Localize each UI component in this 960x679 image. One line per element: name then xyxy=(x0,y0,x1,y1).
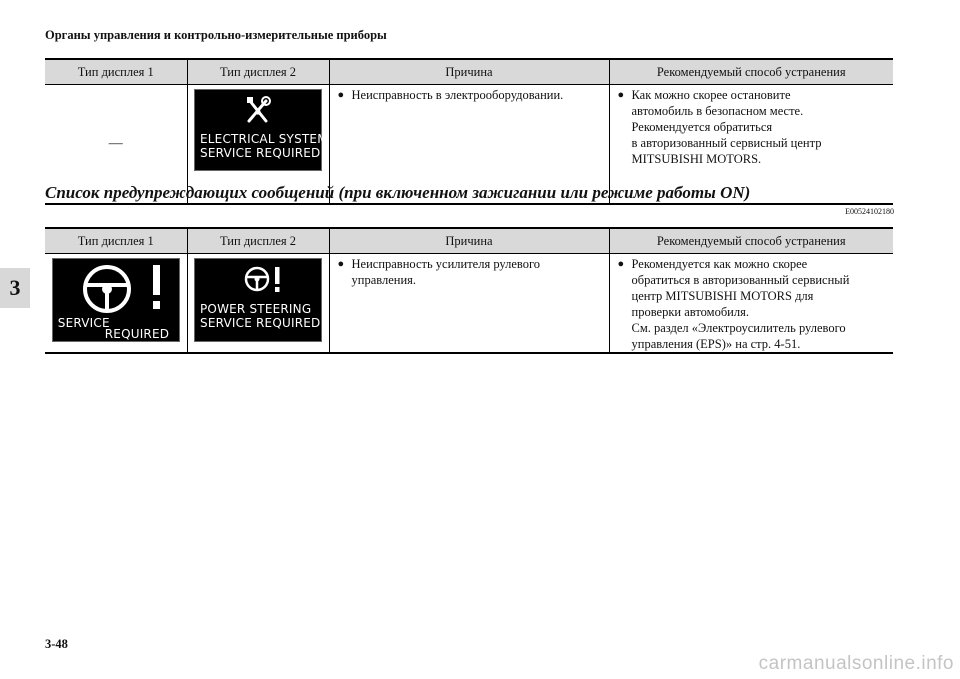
column-header-cause: Причина xyxy=(329,59,609,85)
steering-wheel-warning-icon xyxy=(243,265,285,295)
bullet-icon: ● xyxy=(617,258,625,270)
display2-cell xyxy=(187,254,329,354)
remedy-line: центр MITSUBISHI MOTORS для xyxy=(631,289,814,303)
display-text-line2: SERVICE REQUIRED xyxy=(200,316,321,330)
display1-cell xyxy=(45,254,187,354)
remedy-line: Рекомендуется обратиться xyxy=(631,120,773,134)
cause-line: Неисправность усилителя рулевого xyxy=(351,257,541,271)
bullet-icon: ● xyxy=(617,89,625,101)
service-required-display xyxy=(52,258,180,342)
bullet-icon: ● xyxy=(337,258,345,270)
display-text-line1: POWER STEERING xyxy=(200,302,312,316)
column-header-cause: Причина xyxy=(329,228,609,254)
cause-text xyxy=(352,256,605,288)
steering-wheel-warning-icon xyxy=(73,263,173,315)
power-steering-display xyxy=(194,258,322,342)
page-header: Органы управления и контрольно-измерительные приборы xyxy=(45,28,387,42)
display-text-line2: REQUIRED xyxy=(104,327,170,341)
electrical-system-display xyxy=(194,89,328,171)
warning-table-2 xyxy=(45,227,893,354)
remedy-line: проверки автомобиля. xyxy=(631,305,749,319)
remedy-line: См. раздел «Электроусилитель рулевого xyxy=(631,321,846,335)
remedy-line: управления (EPS)» на стр. 4-51. xyxy=(631,337,801,351)
wrench-screwdriver-icon xyxy=(244,95,272,125)
column-header-remedy: Рекомендуемый способ устранения xyxy=(609,59,893,85)
display-text-line2: SERVICE REQUIRED xyxy=(200,146,321,160)
column-header-display2: Тип дисплея 2 xyxy=(187,228,329,254)
remedy-text xyxy=(632,87,890,167)
section-title: Список предупреждающих сообщений (при включенном зажигании или режиме работы ON) xyxy=(45,183,751,202)
remedy-line: автомобиль в безопасном месте. xyxy=(631,104,804,118)
cause-cell xyxy=(329,254,609,354)
remedy-line: обратиться в авторизованный сервисный xyxy=(631,273,850,287)
cause-text: Неисправность в электрооборудовании. xyxy=(351,88,564,102)
column-header-display1: Тип дисплея 1 xyxy=(45,228,187,254)
remedy-line: Как можно скорее остановите xyxy=(631,88,791,102)
remedy-line: Рекомендуется как можно скорее xyxy=(631,257,808,271)
cause-line: управления. xyxy=(351,273,417,287)
display-text-line1: SERVICE xyxy=(57,316,110,330)
remedy-line: MITSUBISHI MOTORS. xyxy=(631,152,762,166)
display-text-line1: ELECTRICAL SYSTEM xyxy=(200,132,328,146)
watermark: carmanualsonline.info xyxy=(758,653,954,674)
page-number: 3-48 xyxy=(45,637,68,651)
column-header-display2: Тип дисплея 2 xyxy=(187,59,329,85)
display1-cell: — xyxy=(45,85,187,205)
remedy-text xyxy=(632,256,890,352)
section-code: E00524102180 xyxy=(845,207,894,216)
bullet-icon: ● xyxy=(337,89,345,101)
remedy-cell xyxy=(609,254,893,354)
chapter-tab: 3 xyxy=(0,268,30,308)
column-header-remedy: Рекомендуемый способ устранения xyxy=(609,228,893,254)
remedy-line: в авторизованный сервисный центр xyxy=(631,136,822,150)
column-header-display1: Тип дисплея 1 xyxy=(45,59,187,85)
